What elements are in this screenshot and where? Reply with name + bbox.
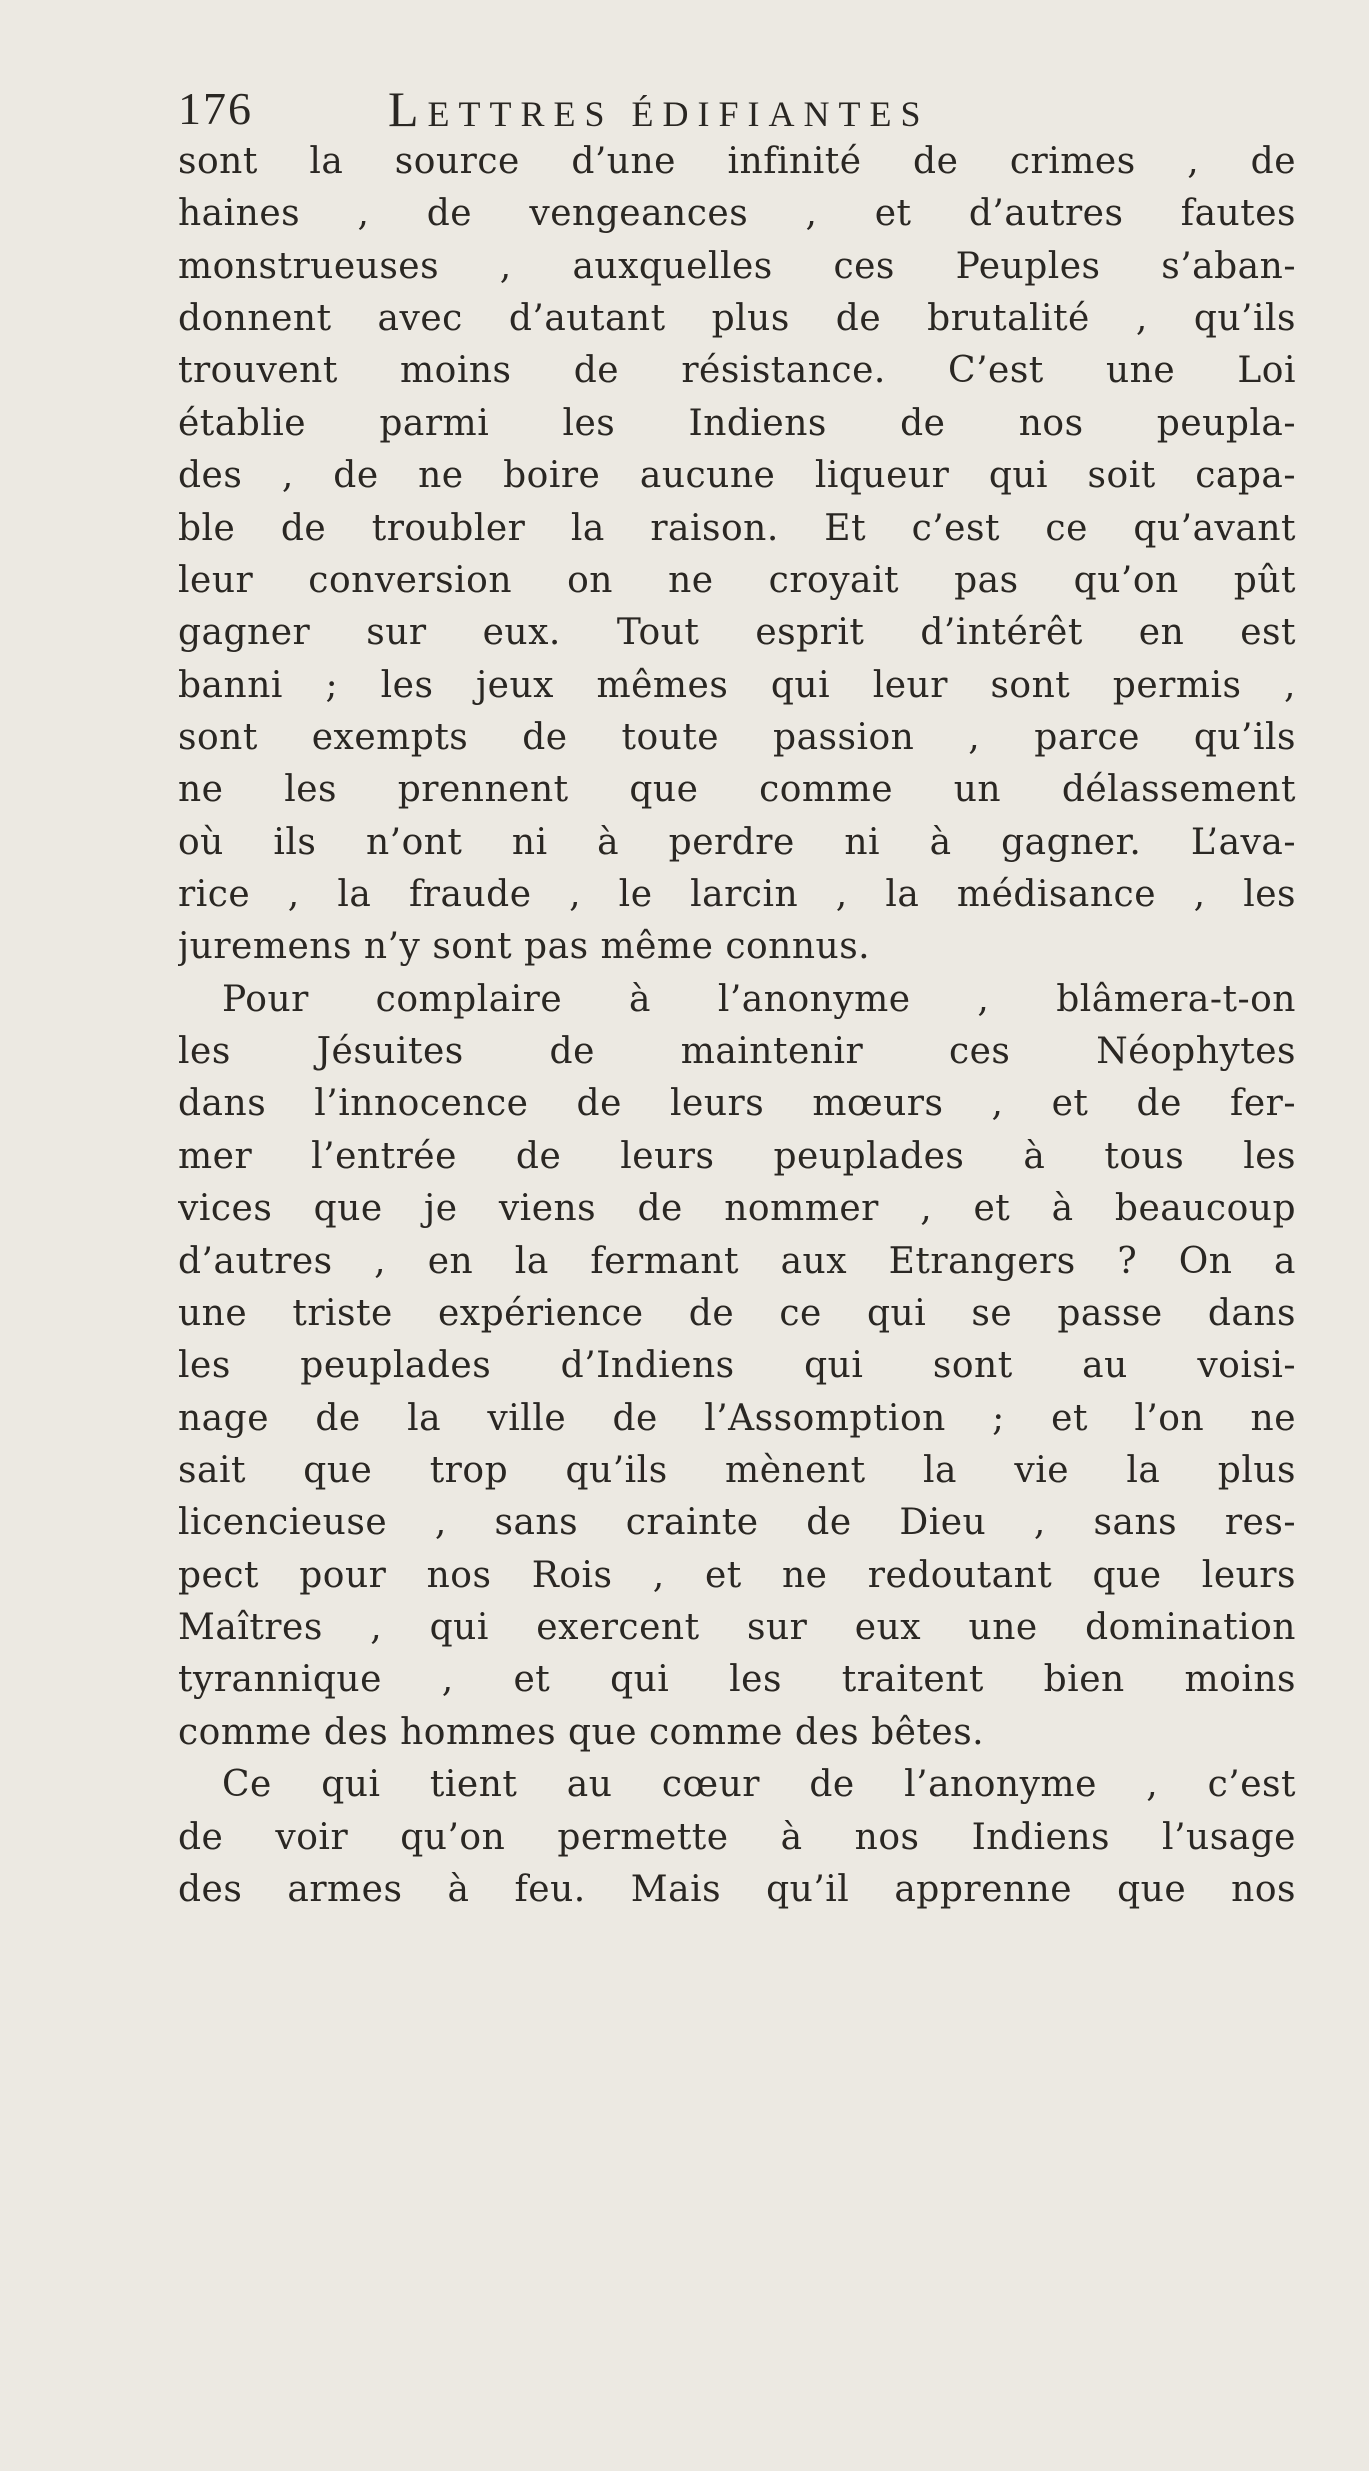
text-line: tyrannique , et qui les traitent bien moins	[178, 1659, 1296, 1701]
text-line: vices que je viens de nommer , et à beaucoup	[178, 1188, 1296, 1230]
text-line: de voir qu’on permette à nos Indiens l’usage	[178, 1816, 1296, 1858]
text-line: des , de ne boire aucune liqueur qui soit capa-	[178, 455, 1296, 497]
text-line: établie parmi les Indiens de nos peupla-	[178, 402, 1296, 444]
paragraph-end-line: comme des hommes que comme des bêtes.	[178, 1711, 985, 1753]
text-line: sont la source d’une infinité de crimes , de	[178, 141, 1296, 182]
running-head-rest: ETTRES ÉDIFIANTES	[427, 94, 930, 134]
text-line: banni ; les jeux mêmes qui leur sont permis ,	[178, 664, 1296, 706]
text-line: sait que trop qu’ils mènent la vie la plus	[178, 1449, 1296, 1491]
text-line: les Jésuites de maintenir ces Néophytes	[178, 1031, 1296, 1073]
text-line: ne les prennent que comme un délassement	[178, 769, 1296, 811]
text-line: gagner sur eux. Tout esprit d’intérêt en est	[178, 612, 1296, 654]
text-line: leur conversion on ne croyait pas qu’on pût	[178, 559, 1296, 601]
text-line: ble de troubler la raison. Et c’est ce qu’avant	[178, 507, 1296, 549]
running-head	[388, 78, 930, 145]
text-line: où ils n’ont ni à perdre ni à gagner. L’ava-	[178, 821, 1296, 863]
text-line: les peuplades d’Indiens qui sont au voisi-	[178, 1345, 1296, 1387]
text-line: haines , de vengeances , et d’autres fautes	[178, 193, 1296, 235]
text-line: pect pour nos Rois , et ne redoutant que leurs	[178, 1554, 1296, 1596]
page-number: 176	[178, 83, 253, 134]
text-line: Maîtres , qui exercent sur eux une domination	[178, 1607, 1296, 1649]
text-line: des armes à feu. Mais qu’il apprenne que nos	[178, 1868, 1296, 1910]
text-line: sont exempts de toute passion , parce qu’ils	[178, 716, 1296, 758]
text-line: monstrueuses , auxquelles ces Peuples s’aban-	[178, 245, 1296, 287]
running-head-initial: L	[388, 81, 428, 137]
body-text	[178, 136, 1296, 1916]
text-line: une triste expérience de ce qui se passe dans	[178, 1292, 1296, 1334]
text-line: donnent avec d’autant plus de brutalité , qu’ils	[178, 298, 1296, 340]
page-header	[178, 78, 1228, 140]
paragraph-start-line: Ce qui tient au cœur de l’anonyme , c’est	[222, 1764, 1296, 1806]
text-line: mer l’entrée de leurs peuplades à tous les	[178, 1135, 1296, 1177]
text-line: dans l’innocence de leurs mœurs , et de fer-	[178, 1083, 1296, 1125]
text-line: trouvent moins de résistance. C’est une Loi	[178, 350, 1296, 392]
text-line: nage de la ville de l’Assomption ; et l’on ne	[178, 1397, 1296, 1439]
text-line: d’autres , en la fermant aux Etrangers ? On a	[178, 1240, 1296, 1282]
text-line: rice , la fraude , le larcin , la médisance , les	[178, 874, 1296, 916]
paragraph-start-line: Pour complaire à l’anonyme , blâmera-t-on	[222, 978, 1296, 1020]
paragraph-end-line: juremens n’y sont pas même connus.	[178, 926, 871, 968]
text-line: licencieuse , sans crainte de Dieu , sans res-	[178, 1502, 1296, 1544]
